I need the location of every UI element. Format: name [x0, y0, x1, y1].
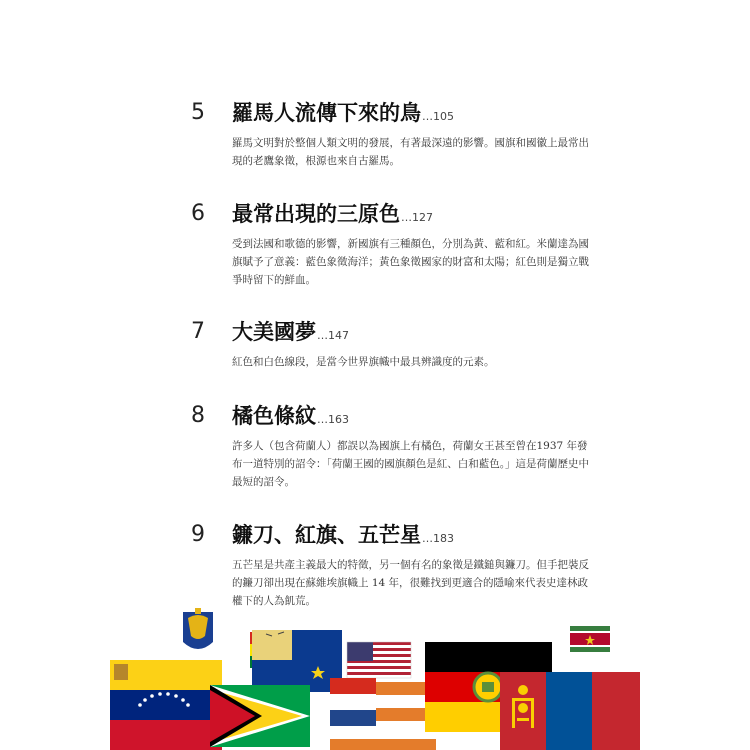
- chapter-description: 五芒星是共產主義最大的特徵，另一個有名的象徵是鐵鎚與鐮刀。但手把裝反的鐮刀卻出現在蘇維埃旗幟上 14 年，很難找到更適合的隱喻來代表史達林政權下的人為飢荒。: [232, 559, 589, 607]
- chapter-title: [232, 319, 349, 349]
- orange-white-blue-flag-icon: [330, 678, 436, 750]
- chapter-description: 紅色和白色線段，是當今世界旗幟中最具辨識度的元素。: [232, 356, 495, 368]
- page-number: …105: [422, 110, 454, 123]
- flags-svg: [0, 600, 750, 750]
- venezuela-flag-icon: [110, 660, 222, 750]
- page-number: …163: [317, 413, 349, 426]
- chapter-title-text: 最常出現的三原色: [232, 202, 400, 226]
- chapter-number: 7: [191, 319, 205, 344]
- usa-flag-icon: [347, 642, 411, 678]
- chapter-number: 9: [191, 522, 205, 547]
- chapter-title: [232, 522, 454, 552]
- page-number: …147: [317, 329, 349, 342]
- chapter-number: 5: [191, 100, 205, 125]
- chapter-title-text: 橘色條紋: [232, 404, 316, 428]
- chapter-title: [232, 201, 433, 231]
- page-number: …183: [422, 532, 454, 545]
- chapter-description: 羅馬文明對於整個人類文明的發展，有著最深遠的影響。國旗和國徽上最常出現的老鷹象徵，根源也來自古羅馬。: [232, 137, 589, 167]
- chapter-title: [232, 100, 454, 130]
- chapter-number: 6: [191, 201, 205, 226]
- chapter-title-text: 羅馬人流傳下來的鳥: [232, 101, 421, 125]
- chapter-description: 受到法國和歌德的影響，新國旗有三種顏色，分別為黃、藍和紅。米蘭達為國旗賦予了意義：藍色象徵海洋；黃色象徵國家的財富和太陽；紅色則是獨立戰爭時留下的鮮血。: [232, 238, 589, 286]
- eu-like-blue-flag-icon: [252, 630, 342, 692]
- suriname-flag-icon: [570, 626, 610, 652]
- page-number: …127: [401, 211, 433, 224]
- chapter-number: 8: [191, 403, 205, 428]
- flags-illustration: [0, 600, 750, 750]
- romania-coat-of-arms-icon: [183, 608, 213, 649]
- chapter-title-text: 鐮刀、紅旗、五芒星: [232, 523, 421, 547]
- mongolia-flag-icon: [500, 672, 640, 750]
- chapter-title-text: 大美國夢: [232, 320, 316, 344]
- chapter-title: [232, 403, 349, 433]
- chapter-description: 許多人（包含荷蘭人）都誤以為國旗上有橘色，荷蘭女王甚至曾在1937 年發布一道特別的詔令：「荷蘭王國的國旗顏色是紅、白和藍色。」這是荷蘭歷史中最短的詔令。: [232, 440, 589, 488]
- guyana-flag-icon: [210, 685, 310, 747]
